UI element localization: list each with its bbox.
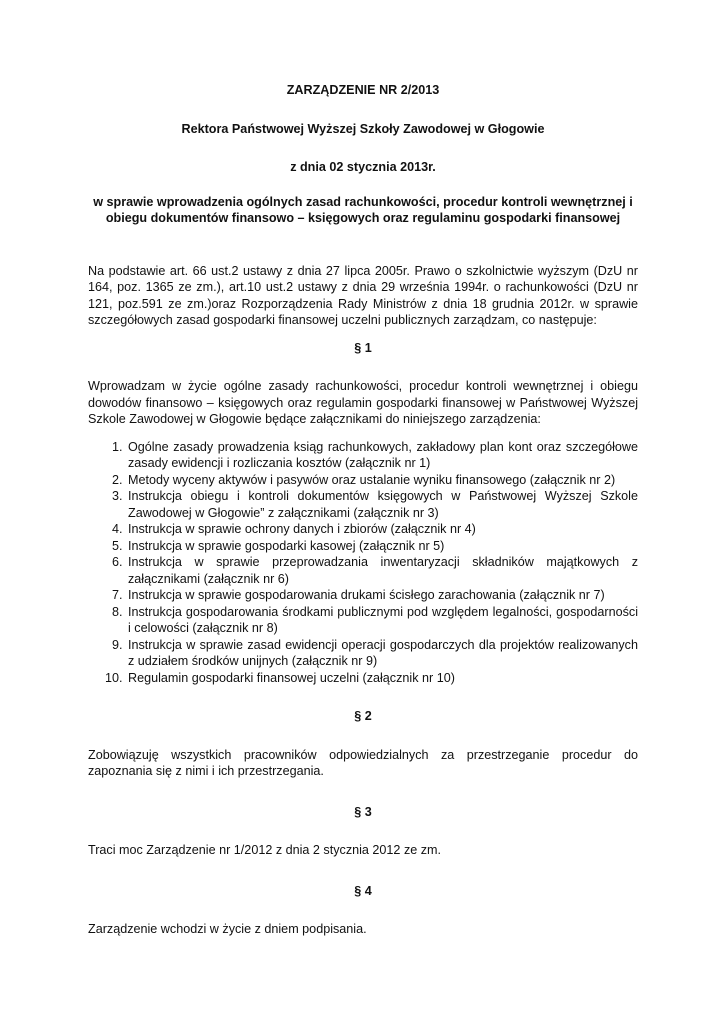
section-4-heading: § 4 [354,883,372,898]
document-title: ZARZĄDZENIE NR 2/2013 [286,83,440,97]
list-item: 8. Instrukcja gospodarowania środkami publicznymi pod względem legalności, gospodarności i celowości (załącznik nr 8) [126,604,638,637]
date-line: z dnia 02 stycznia 2013r. [290,160,436,174]
list-item: 3. Instrukcja obiegu i kontroli dokumentów księgowych w Państwowej Wyższej Szkole Zawodowej w Głogowie” z załącznikami (załącznik nr 3) [126,488,638,521]
subject-line: w sprawie wprowadzenia ogólnych zasad rachunkowości, procedur kontroli wewnętrznej i obiegu dokumentów finansowo – księgowych oraz regulaminu gospodarki finansowej [93,194,633,225]
section-1-text: Wprowadzam w życie ogólne zasady rachunkowości, procedur kontroli wewnętrznej i obiegu dowodów finansowo – księgowych oraz regulamin gospodarki finansowej w Państwowej Wyższej Szkole Zawodowej w Głogowie będące załącznikami do niniejszego zarządzenia: [88,379,638,426]
section-4-text: Zarządzenie wchodzi w życie z dniem podpisania. [88,922,367,936]
list-item: 9. Instrukcja w sprawie zasad ewidencji operacji gospodarczych dla projektów realizowanych z udziałem środków unijnych (załącznik nr 9) [126,637,638,670]
section-3-text: Traci moc Zarządzenie nr 1/2012 z dnia 2 stycznia 2012 ze zm. [88,843,442,857]
section-2-heading: § 2 [354,709,372,723]
list-item: 6. Instrukcja w sprawie przeprowadzania inwentaryzacji składników majątkowych z załącznikami (załącznik nr 6) [126,554,638,587]
list-item: 2. Metody wyceny aktywów i pasywów oraz ustalanie wyniku finansowego (załącznik nr 2) [126,472,638,489]
list-item: 10. Regulamin gospodarki finansowej uczelni (załącznik nr 10) [126,670,638,687]
list-item: 5. Instrukcja w sprawie gospodarki kasowej (załącznik nr 5) [126,538,638,555]
section-3-heading: § 3 [354,804,372,819]
list-item: 4. Instrukcja w sprawie ochrony danych i zbiorów (załącznik nr 4) [126,521,638,538]
list-item: 1. Ogólne zasady prowadzenia ksiąg rachunkowych, zakładowy plan kont oraz szczegółowe zasady ewidencji i rozliczania kosztów (załącznik nr 1) [126,439,638,472]
section-2-text: Zobowiązuję wszystkich pracowników odpowiedzialnych za przestrzeganie procedur do zapoznania się z nimi i ich przestrzegania. [88,747,638,778]
section-1-heading: § 1 [354,340,372,355]
intro-paragraph: Na podstawie art. 66 ust.2 ustawy z dnia 27 lipca 2005r. Prawo o szkolnictwie wyższym (DzU nr 164, poz. 1365 ze zm.), art.10 ust.2 ustawy z dnia 29 września 1994r. o rachunkowości (DzU nr 121, poz.591 ze zm.)oraz Rozporządzenia Rady Ministrów z dnia 18 grudnia 2012r. w sprawie szczegółowych zasad gospodarki finansowej uczelni publicznych zarządzam, co następuje: [88,263,638,327]
attachments-list [88,439,638,687]
issuer-line: Rektora Państwowej Wyższej Szkoły Zawodowej w Głogowie [181,121,545,136]
document-body [88,82,638,938]
list-item: 7. Instrukcja w sprawie gospodarowania drukami ścisłego zarachowania (załącznik nr 7) [126,587,638,604]
